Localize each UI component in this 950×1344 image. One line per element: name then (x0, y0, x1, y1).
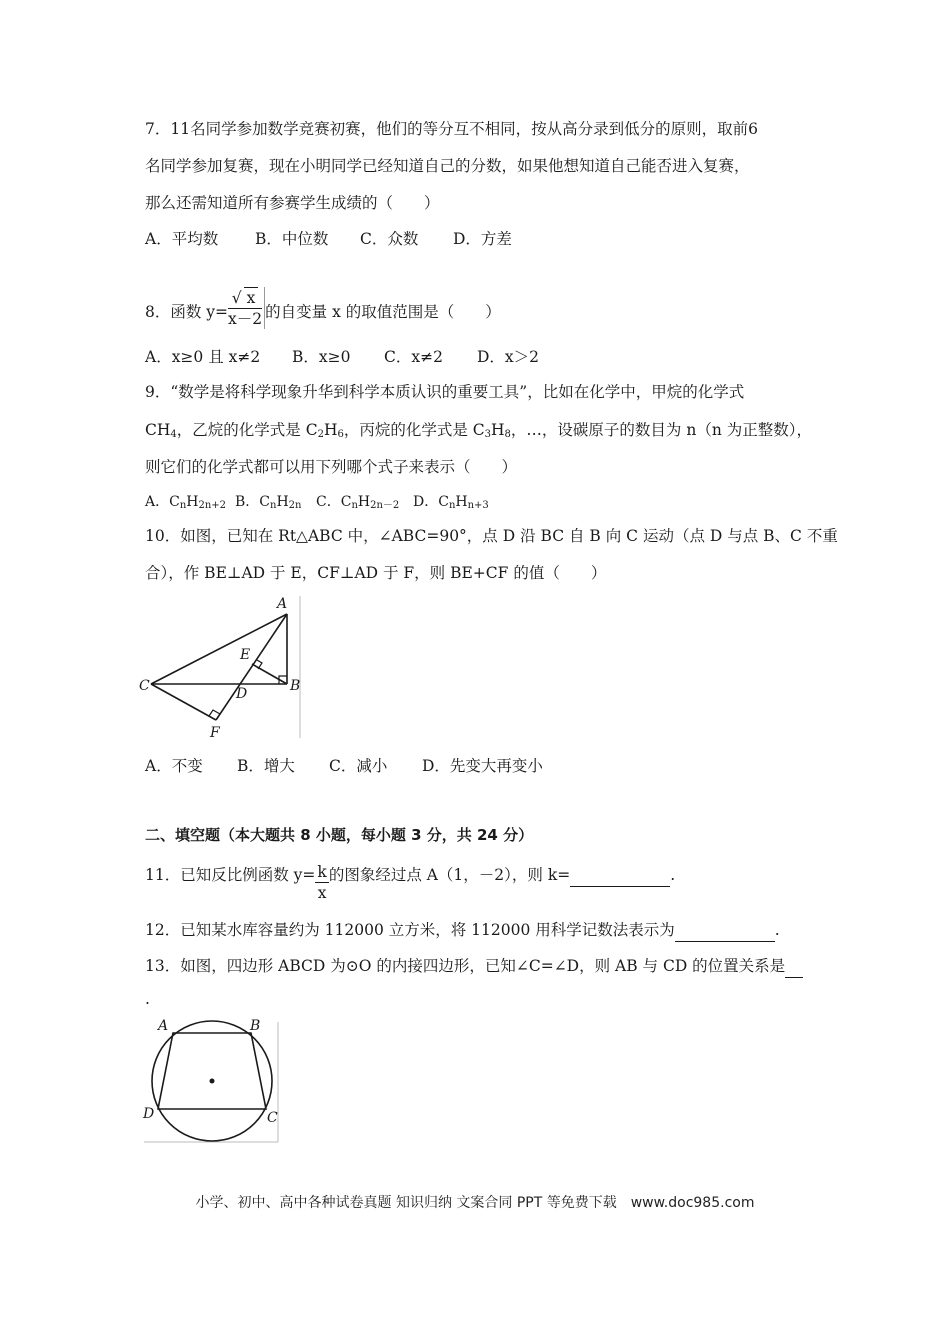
label-c: C (139, 678, 150, 694)
q7-option-d: D．方差 (453, 230, 512, 248)
q7-options (145, 228, 512, 250)
q11-prefix: 11．已知反比例函数 y= (145, 866, 316, 884)
q8-option-b: B．x≥0 (292, 348, 351, 366)
q10-option-a: A．不变 (145, 757, 203, 775)
q9-option-b: B．$C_nH_{2n}$ (235, 494, 302, 511)
segment-ca (151, 614, 287, 684)
q8-prefix: 8．函数 y= (145, 303, 229, 321)
q13-text: 13．如图，四边形 ABCD 为⊙O 的内接四边形，已知∠C=∠D，则 AB 与 CD 的位置关系是 (145, 957, 786, 975)
q8-numerator: √ x (228, 287, 262, 309)
q9-line-1: 9．“数学是将科学现象升华到科学本质认识的重要工具”，比如在化学中，甲烷的化学式 (145, 383, 745, 401)
q11-denominator: x (317, 884, 327, 902)
q12-end: . (774, 921, 780, 939)
segment-af (216, 614, 287, 720)
q11-answer-blank[interactable] (570, 864, 670, 887)
segment-cf (151, 684, 216, 720)
label-d: D (236, 686, 248, 702)
q7-option-b: B．中位数 (255, 230, 329, 248)
label-d: D (143, 1106, 155, 1122)
q9-propane-h: H (491, 421, 505, 439)
q8-denominator: x－2 (228, 310, 263, 328)
q7-option-a: A．平均数 (145, 230, 219, 248)
q12-answer-blank[interactable] (675, 919, 775, 942)
q11-line (145, 864, 675, 903)
q13-figure (140, 1018, 282, 1146)
segment-be (252, 664, 287, 684)
q8-options (145, 346, 539, 368)
q8-sqrt-content: x (244, 287, 259, 308)
q9-line-3: 则它们的化学式都可以用下列哪个式子来表示（ ） (145, 458, 518, 476)
q7-line-2: 名同学参加复赛，现在小明同学已经知道自己的分数，如果他想知道自己能否进入复赛， (145, 157, 750, 175)
label-b: B (290, 678, 301, 694)
q9-ethane-text: ，乙烷的化学式是 C (176, 421, 318, 439)
q11-suffix: 的图象经过点 A（1，－2），则 k= (328, 866, 571, 884)
q12-text: 12．已知某水库容量约为 112000 立方米，将 112000 用科学记数法表示为 (145, 921, 675, 939)
q10-option-c: C．减小 (329, 757, 388, 775)
q9-option-a: A．$C_nH_{2n+2}$ (145, 494, 227, 511)
center-point (210, 1079, 215, 1084)
label-a: A (277, 596, 288, 612)
label-a: A (158, 1018, 169, 1034)
q13-line (145, 955, 803, 978)
q12-line (145, 919, 780, 942)
q9-line-2 (145, 419, 812, 446)
page-footer: 小学、初中、高中各种试卷真题 知识归纳 文案合同 PPT 等免费下载 www.doc985.com (195, 1195, 755, 1211)
q9-line-2-end: ，…，设碳原子的数目为 n（n 为正整数）， (510, 421, 812, 439)
q9-propane-text: ，丙烷的化学式是 C (343, 421, 485, 439)
section-2-heading: 二、填空题（本大题共 8 小题，每小题 3 分，共 24 分） (145, 826, 534, 844)
q10-options (145, 755, 543, 777)
q9-option-d: D．$C_nH_{n+3}$ (413, 494, 489, 511)
q13-answer-blank[interactable] (785, 955, 803, 978)
q10-option-d: D．先变大再变小 (422, 757, 543, 775)
q7-line-1: 7．11名同学参加数学竞赛初赛，他们的等分互不相同，按从高分录到低分的原则，取前6 (145, 120, 758, 138)
label-e: E (240, 647, 251, 663)
q10-option-b: B．增大 (237, 757, 295, 775)
q7-option-c: C．众数 (360, 230, 419, 248)
q11-numerator: k (317, 863, 327, 881)
q9-ethane-h: H (323, 421, 338, 439)
quadrilateral-abcd (158, 1033, 266, 1109)
q13-end: . (145, 990, 150, 1008)
q10-line-2: 合），作 BE⊥AD 于 E，CF⊥AD 于 F，则 BE+CF 的值（ ） (145, 564, 607, 582)
q9-propane-sub2: 8 (504, 429, 511, 440)
q9-ch: CH (145, 421, 171, 439)
q9-option-c: C．$C_nH_{2n-2}$ (316, 494, 400, 511)
q7-line-3: 那么还需知道所有参赛学生成绩的（ ） (145, 194, 440, 212)
q10-figure (135, 592, 310, 742)
q11-fraction (315, 862, 328, 903)
q8-option-d: D．x＞2 (477, 348, 540, 366)
label-b: B (250, 1018, 261, 1034)
q8-option-c: C．x≠2 (384, 348, 443, 366)
q8-suffix: 的自变量 x 的取值范围是（ ） (265, 303, 501, 321)
q8-option-a: A．x≥0 且 x≠2 (145, 348, 261, 366)
q9-options (145, 491, 489, 517)
q8-fraction (228, 287, 265, 329)
q9-ethane-sub1: 2 (317, 429, 324, 440)
q11-end: . (670, 866, 676, 884)
label-f: F (210, 725, 220, 741)
q9-ethane-sub2: 6 (337, 429, 344, 440)
label-c: C (267, 1110, 278, 1126)
q8-line (145, 289, 501, 329)
q9-propane-sub1: 3 (484, 429, 492, 440)
q9-ch-sub: 4 (170, 429, 177, 440)
q10-line-1: 10．如图，已知在 Rt△ABC 中，∠ABC=90°，点 D 沿 BC 自 B 向 C 运动（点 D 与点 B、C 不重 (145, 527, 838, 545)
